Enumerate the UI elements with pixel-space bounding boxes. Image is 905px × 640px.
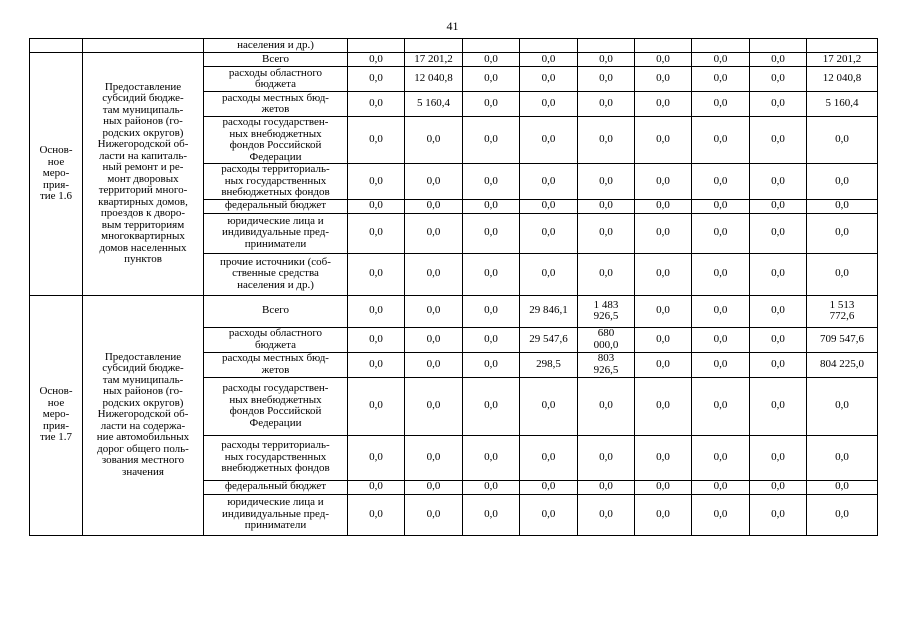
row-label: юридические лица и индивидуальные пред- приниматели bbox=[204, 494, 348, 535]
row-label: расходы территориаль- ных государственных внебюджетных фондов bbox=[204, 435, 348, 480]
value-cell: 0,0 bbox=[750, 377, 807, 435]
value-cell: 0,0 bbox=[520, 377, 578, 435]
value-cell: 0,0 bbox=[520, 199, 578, 213]
value-cell: 29 547,6 bbox=[520, 327, 578, 352]
value-cell: 0,0 bbox=[692, 295, 750, 327]
value-cell: 0,0 bbox=[635, 199, 692, 213]
value-cell: 0,0 bbox=[463, 377, 520, 435]
value-cell: 0,0 bbox=[750, 435, 807, 480]
value-cell bbox=[692, 39, 750, 53]
value-cell: 0,0 bbox=[463, 92, 520, 117]
value-cell: 0,0 bbox=[520, 213, 578, 253]
value-cell: 0,0 bbox=[750, 327, 807, 352]
value-cell: 0,0 bbox=[348, 377, 405, 435]
value-cell: 0,0 bbox=[405, 117, 463, 164]
value-cell: 0,0 bbox=[807, 480, 878, 494]
value-cell: 0,0 bbox=[520, 253, 578, 295]
value-cell: 0,0 bbox=[348, 435, 405, 480]
value-cell: 0,0 bbox=[520, 435, 578, 480]
value-cell: 0,0 bbox=[578, 480, 635, 494]
value-cell: 0,0 bbox=[692, 253, 750, 295]
value-cell: 0,0 bbox=[750, 53, 807, 67]
measure-description: Предоставление субсидий бюдже- там муниципаль- ных районов (го- родских округов) Нижегородской об- ласти на содержа- ние автомобильных дорог общего поль- зования местного значения bbox=[83, 295, 204, 535]
value-cell: 0,0 bbox=[348, 117, 405, 164]
value-cell: 0,0 bbox=[750, 164, 807, 200]
value-cell: 0,0 bbox=[635, 377, 692, 435]
value-cell: 0,0 bbox=[635, 164, 692, 200]
value-cell: 804 225,0 bbox=[807, 352, 878, 377]
value-cell: 0,0 bbox=[750, 199, 807, 213]
value-cell: 0,0 bbox=[692, 67, 750, 92]
value-cell: 0,0 bbox=[635, 327, 692, 352]
row-label: расходы местных бюд- жетов bbox=[204, 352, 348, 377]
row-label: расходы территориаль- ных государственных внебюджетных фондов bbox=[204, 164, 348, 200]
value-cell: 0,0 bbox=[463, 164, 520, 200]
value-cell: 0,0 bbox=[578, 117, 635, 164]
row-label: расходы государствен- ных внебюджетных фондов Российской Федерации bbox=[204, 377, 348, 435]
value-cell: 0,0 bbox=[635, 213, 692, 253]
value-cell: 0,0 bbox=[463, 352, 520, 377]
value-cell: 0,0 bbox=[520, 494, 578, 535]
value-cell: 1 483 926,5 bbox=[578, 295, 635, 327]
value-cell: 0,0 bbox=[578, 213, 635, 253]
value-cell: 0,0 bbox=[520, 67, 578, 92]
value-cell: 0,0 bbox=[750, 295, 807, 327]
value-cell: 0,0 bbox=[750, 213, 807, 253]
value-cell: 0,0 bbox=[692, 494, 750, 535]
continuation-row bbox=[30, 39, 878, 53]
value-cell: 0,0 bbox=[405, 327, 463, 352]
value-cell: 0,0 bbox=[692, 53, 750, 67]
row-label: Всего bbox=[204, 53, 348, 67]
value-cell: 0,0 bbox=[463, 480, 520, 494]
value-cell: 0,0 bbox=[807, 377, 878, 435]
value-cell: 0,0 bbox=[348, 199, 405, 213]
value-cell: 0,0 bbox=[348, 213, 405, 253]
budget-table bbox=[29, 38, 878, 536]
value-cell bbox=[463, 39, 520, 53]
value-cell: 0,0 bbox=[750, 67, 807, 92]
value-cell: 0,0 bbox=[463, 295, 520, 327]
row-label: населения и др.) bbox=[204, 39, 348, 53]
value-cell: 0,0 bbox=[635, 480, 692, 494]
value-cell: 0,0 bbox=[348, 494, 405, 535]
value-cell: 5 160,4 bbox=[405, 92, 463, 117]
value-cell: 0,0 bbox=[463, 253, 520, 295]
value-cell: 1 513 772,6 bbox=[807, 295, 878, 327]
value-cell bbox=[635, 39, 692, 53]
value-cell bbox=[807, 39, 878, 53]
row-label: федеральный бюджет bbox=[204, 199, 348, 213]
value-cell: 0,0 bbox=[520, 92, 578, 117]
value-cell: 0,0 bbox=[750, 117, 807, 164]
value-cell: 5 160,4 bbox=[807, 92, 878, 117]
value-cell: 0,0 bbox=[807, 435, 878, 480]
value-cell: 0,0 bbox=[807, 494, 878, 535]
value-cell: 0,0 bbox=[463, 199, 520, 213]
value-cell: 0,0 bbox=[463, 435, 520, 480]
value-cell: 0,0 bbox=[520, 480, 578, 494]
value-cell: 0,0 bbox=[692, 480, 750, 494]
value-cell: 0,0 bbox=[692, 377, 750, 435]
row-label: расходы местных бюд- жетов bbox=[204, 92, 348, 117]
value-cell: 0,0 bbox=[348, 67, 405, 92]
table-row bbox=[30, 53, 878, 67]
value-cell: 0,0 bbox=[807, 117, 878, 164]
value-cell: 0,0 bbox=[405, 480, 463, 494]
value-cell: 0,0 bbox=[405, 352, 463, 377]
value-cell: 0,0 bbox=[405, 494, 463, 535]
value-cell: 680 000,0 bbox=[578, 327, 635, 352]
value-cell: 0,0 bbox=[635, 352, 692, 377]
value-cell: 0,0 bbox=[520, 53, 578, 67]
measure-code: Основ- ное меро- прия- тие 1.6 bbox=[30, 53, 83, 296]
value-cell: 0,0 bbox=[578, 494, 635, 535]
value-cell: 0,0 bbox=[405, 435, 463, 480]
row-label: расходы областного бюджета bbox=[204, 327, 348, 352]
value-cell: 0,0 bbox=[692, 327, 750, 352]
measure-description: Предоставление субсидий бюдже- там муниципаль- ных районов (го- родских округов) Нижегородской об- ласти на капиталь- ный ремонт и ре- монт дворовых территорий много- квартирных домов, проездов к дворо- вым территориям многоквартирных домов населенных пунктов bbox=[83, 53, 204, 296]
value-cell: 0,0 bbox=[348, 53, 405, 67]
value-cell: 0,0 bbox=[520, 117, 578, 164]
empty-desc-cell bbox=[83, 39, 204, 53]
value-cell: 0,0 bbox=[807, 199, 878, 213]
value-cell: 0,0 bbox=[635, 494, 692, 535]
value-cell: 0,0 bbox=[348, 327, 405, 352]
value-cell: 0,0 bbox=[348, 352, 405, 377]
value-cell: 0,0 bbox=[578, 53, 635, 67]
value-cell: 803 926,5 bbox=[578, 352, 635, 377]
value-cell: 0,0 bbox=[692, 117, 750, 164]
value-cell: 0,0 bbox=[348, 295, 405, 327]
value-cell: 0,0 bbox=[635, 53, 692, 67]
value-cell bbox=[750, 39, 807, 53]
value-cell bbox=[578, 39, 635, 53]
value-cell: 0,0 bbox=[807, 253, 878, 295]
value-cell: 0,0 bbox=[750, 253, 807, 295]
table-row bbox=[30, 295, 878, 327]
value-cell bbox=[405, 39, 463, 53]
value-cell: 0,0 bbox=[692, 164, 750, 200]
value-cell: 0,0 bbox=[635, 67, 692, 92]
value-cell: 0,0 bbox=[692, 435, 750, 480]
value-cell: 0,0 bbox=[463, 327, 520, 352]
empty-code-cell bbox=[30, 39, 83, 53]
value-cell: 0,0 bbox=[405, 199, 463, 213]
value-cell: 0,0 bbox=[807, 213, 878, 253]
value-cell: 0,0 bbox=[348, 253, 405, 295]
value-cell: 0,0 bbox=[463, 494, 520, 535]
value-cell: 0,0 bbox=[405, 377, 463, 435]
value-cell: 0,0 bbox=[578, 435, 635, 480]
value-cell: 0,0 bbox=[692, 199, 750, 213]
measure-code: Основ- ное меро- прия- тие 1.7 bbox=[30, 295, 83, 535]
value-cell: 0,0 bbox=[463, 213, 520, 253]
value-cell: 0,0 bbox=[692, 213, 750, 253]
value-cell: 0,0 bbox=[692, 352, 750, 377]
value-cell: 0,0 bbox=[635, 295, 692, 327]
value-cell: 12 040,8 bbox=[807, 67, 878, 92]
value-cell: 0,0 bbox=[635, 435, 692, 480]
value-cell: 0,0 bbox=[635, 92, 692, 117]
row-label: федеральный бюджет bbox=[204, 480, 348, 494]
value-cell: 0,0 bbox=[405, 213, 463, 253]
value-cell: 0,0 bbox=[348, 480, 405, 494]
value-cell: 0,0 bbox=[405, 164, 463, 200]
value-cell: 0,0 bbox=[463, 117, 520, 164]
value-cell: 0,0 bbox=[578, 253, 635, 295]
page-number: 41 bbox=[446, 19, 459, 33]
value-cell bbox=[348, 39, 405, 53]
value-cell: 0,0 bbox=[750, 480, 807, 494]
value-cell: 0,0 bbox=[750, 92, 807, 117]
value-cell: 0,0 bbox=[520, 164, 578, 200]
value-cell: 0,0 bbox=[578, 92, 635, 117]
value-cell bbox=[520, 39, 578, 53]
value-cell: 0,0 bbox=[578, 164, 635, 200]
value-cell: 298,5 bbox=[520, 352, 578, 377]
value-cell: 0,0 bbox=[463, 53, 520, 67]
row-label: Всего bbox=[204, 295, 348, 327]
value-cell: 17 201,2 bbox=[405, 53, 463, 67]
value-cell: 0,0 bbox=[348, 164, 405, 200]
value-cell: 0,0 bbox=[463, 67, 520, 92]
value-cell: 17 201,2 bbox=[807, 53, 878, 67]
row-label: расходы государствен- ных внебюджетных фондов Российской Федерации bbox=[204, 117, 348, 164]
value-cell: 0,0 bbox=[635, 253, 692, 295]
value-cell: 0,0 bbox=[578, 67, 635, 92]
value-cell: 0,0 bbox=[348, 92, 405, 117]
value-cell: 29 846,1 bbox=[520, 295, 578, 327]
value-cell: 0,0 bbox=[750, 352, 807, 377]
value-cell: 0,0 bbox=[635, 117, 692, 164]
value-cell: 0,0 bbox=[578, 377, 635, 435]
value-cell: 709 547,6 bbox=[807, 327, 878, 352]
row-label: прочие источники (соб- ственные средства населения и др.) bbox=[204, 253, 348, 295]
value-cell: 0,0 bbox=[578, 199, 635, 213]
value-cell: 0,0 bbox=[405, 295, 463, 327]
value-cell: 0,0 bbox=[405, 253, 463, 295]
row-label: юридические лица и индивидуальные пред- приниматели bbox=[204, 213, 348, 253]
value-cell: 0,0 bbox=[692, 92, 750, 117]
value-cell: 12 040,8 bbox=[405, 67, 463, 92]
row-label: расходы областного бюджета bbox=[204, 67, 348, 92]
value-cell: 0,0 bbox=[807, 164, 878, 200]
value-cell: 0,0 bbox=[750, 494, 807, 535]
